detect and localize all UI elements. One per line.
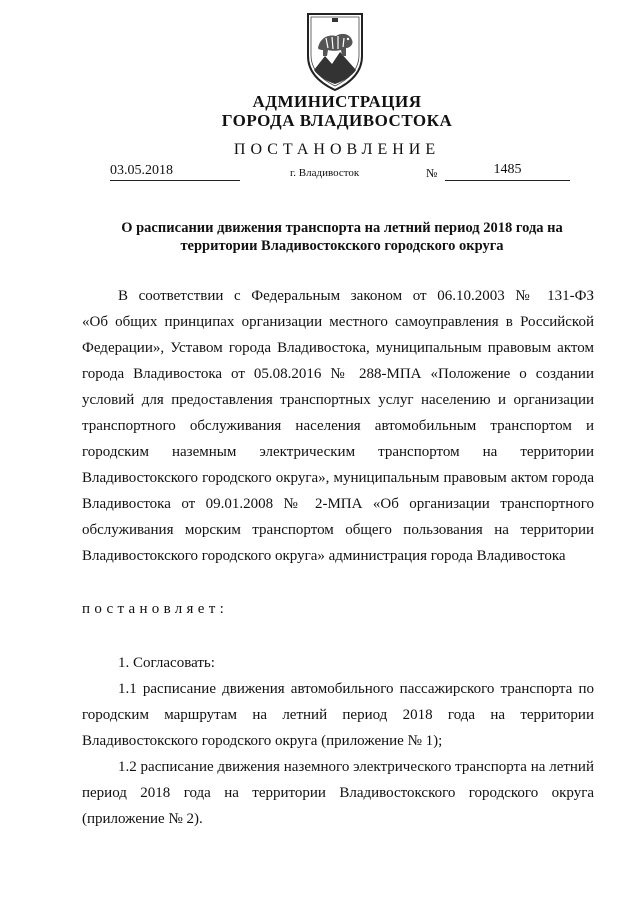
preamble-line: «Об общих принципах организации местного самоуправления в Российской — [82, 314, 594, 330]
preamble-line: условий для предоставления транспортных услуг населению и организации — [82, 392, 594, 408]
document-number: 1485 — [493, 162, 522, 177]
preamble-line: В соответствии с Федеральным законом от 06.10.2003 № 131-ФЗ — [118, 288, 594, 304]
number-sign: № — [426, 166, 438, 180]
document-subject — [100, 219, 584, 255]
number-underline — [445, 180, 570, 181]
preamble-line: городским наземным электрическим транспортом на территории — [82, 444, 594, 460]
preamble-line: Владивостока от 09.01.2008 № 2-МПА «Об организации транспортного — [82, 496, 594, 512]
preamble-line: Владивостокского городского округа» администрация города Владивостока — [82, 548, 566, 564]
item-1-2-line: (приложение № 2). — [82, 811, 203, 827]
org-title-line-2: ГОРОДА ВЛАДИВОСТОКА — [221, 111, 453, 130]
item-1-2-line: период 2018 года на территории Владивостокского городского округа — [82, 785, 594, 801]
item-1-1-line: 1.1 расписание движения автомобильного пассажирского транспорта по — [118, 681, 594, 697]
preamble-line: Федерации», Уставом города Владивостока, муниципальным правовым актом — [82, 340, 594, 356]
item-1-1-line: Владивостокского городского округа (приложение № 1); — [82, 733, 443, 749]
decree-word: постановляет: — [82, 601, 229, 617]
org-title-line-1: АДМИНИСТРАЦИЯ — [252, 92, 422, 111]
item-1: 1. Согласовать: — [118, 655, 215, 671]
item-1-1-line: городским маршрутам на летний период 2018 года на территории — [82, 707, 594, 723]
document-date: 03.05.2018 — [110, 163, 173, 178]
preamble-line: города Владивостока от 05.08.2016 № 288-МПА «Положение о создании — [82, 366, 594, 382]
date-underline — [110, 180, 240, 181]
subject-line-1: О расписании движения транспорта на летний период 2018 года на — [121, 220, 563, 236]
preamble-line: Владивостокского городского округа», муниципальным правовым актом города — [82, 470, 594, 486]
preamble-line: обслуживания морским транспортом общего пользования на территории — [82, 522, 594, 538]
document-city: г. Владивосток — [290, 167, 360, 179]
item-1-2-line: 1.2 расписание движения наземного электрического транспорта на летний — [118, 759, 594, 775]
document-type: ПОСТАНОВЛЕНИЕ — [233, 141, 441, 158]
subject-line-2: территории Владивостокского городского округа — [180, 238, 504, 254]
coat-of-arms-icon — [300, 8, 370, 92]
preamble-line: транспортного обслуживания населения автомобильным транспортом и — [82, 418, 594, 434]
